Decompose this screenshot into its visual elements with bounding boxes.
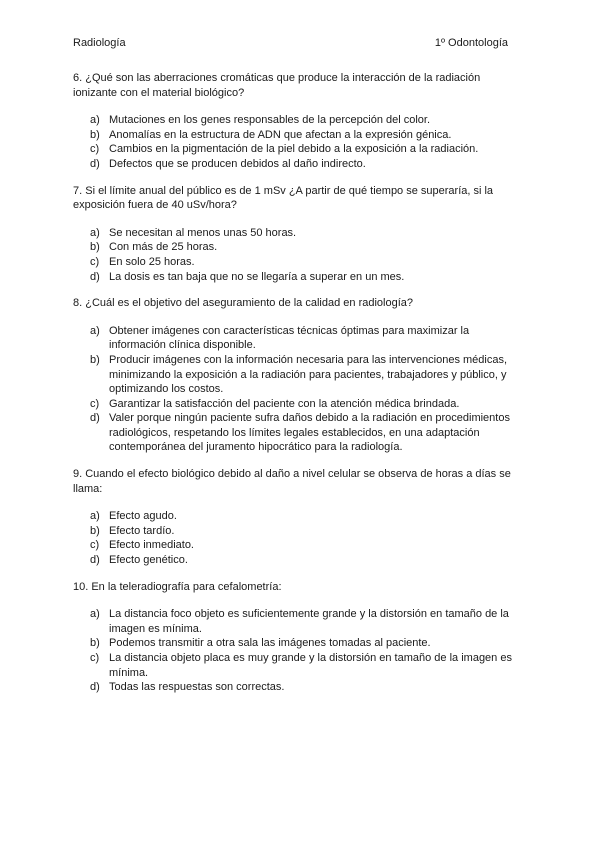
option-label: a) bbox=[90, 324, 100, 337]
option-label: c) bbox=[90, 397, 100, 410]
option-text: Anomalías en la estructura de ADN que afectan a la expresión génica. bbox=[109, 128, 452, 141]
option-text: Valer porque ningún paciente sufra daños debido a la radiación en procedimientos radiológicos, respetando los límites legales establecidos, en una adaptación contemporánea del juramento hipocrático para la radiología. bbox=[109, 412, 510, 454]
answer-option bbox=[73, 142, 523, 157]
answer-option bbox=[73, 255, 523, 270]
option-label: b) bbox=[90, 241, 100, 254]
option-text: Todas las respuestas son correctas. bbox=[109, 681, 285, 694]
option-label: a) bbox=[90, 608, 100, 621]
option-text: Producir imágenes con la información necesaria para las intervenciones médicas, minimizando la exposición a la radiación para pacientes, trabajadores y público, y optimizando los costos. bbox=[109, 353, 508, 396]
option-text: Podemos transmitir a otra sala las imágenes tomadas al paciente. bbox=[109, 637, 431, 650]
question-text: 8. ¿Cuál es el objetivo del aseguramiento de la calidad en radiología? bbox=[73, 297, 413, 310]
answer-option bbox=[73, 553, 523, 568]
option-label: a) bbox=[90, 114, 100, 127]
option-text: La dosis es tan baja que no se llegaría a superar en un mes. bbox=[109, 270, 405, 283]
option-text: Con más de 25 horas. bbox=[109, 241, 218, 254]
option-label: b) bbox=[90, 353, 100, 366]
answer-option bbox=[73, 607, 523, 636]
option-label: b) bbox=[90, 637, 100, 650]
answer-option bbox=[73, 353, 523, 397]
option-text: Cambios en la pigmentación de la piel debido a la exposición a la radiación. bbox=[109, 143, 479, 156]
option-label: d) bbox=[90, 157, 100, 170]
option-label: d) bbox=[90, 270, 100, 283]
question-9 bbox=[73, 467, 523, 568]
answer-option bbox=[73, 270, 523, 285]
option-text: Garantizar la satisfacción del paciente con la atención médica brindada. bbox=[109, 397, 460, 410]
option-text: Efecto tardío. bbox=[109, 524, 175, 537]
answer-options bbox=[73, 226, 523, 284]
answer-option bbox=[73, 680, 523, 695]
answer-option bbox=[73, 226, 523, 241]
answer-option bbox=[73, 509, 523, 524]
answer-options bbox=[73, 607, 523, 695]
question-7 bbox=[73, 184, 523, 285]
option-label: c) bbox=[90, 652, 100, 664]
question-list bbox=[73, 71, 523, 707]
question-text: 10. En la teleradiografía para cefalometría: bbox=[73, 580, 282, 593]
option-text: Se necesitan al menos unas 50 horas. bbox=[109, 226, 297, 239]
option-text: Obtener imágenes con características técnicas óptimas para maximizar la información clínica disponible. bbox=[109, 324, 470, 352]
option-label: a) bbox=[90, 510, 100, 523]
question-6 bbox=[73, 71, 523, 172]
option-label: d) bbox=[90, 412, 100, 425]
answer-options bbox=[73, 113, 523, 171]
question-8 bbox=[73, 296, 523, 455]
option-text: Efecto inmediato. bbox=[109, 539, 194, 552]
answer-option bbox=[73, 240, 523, 255]
page-header bbox=[73, 37, 508, 51]
question-10 bbox=[73, 580, 523, 695]
option-text: En solo 25 horas. bbox=[109, 255, 195, 268]
answer-option bbox=[73, 113, 523, 128]
answer-option bbox=[73, 636, 523, 651]
option-text: La distancia foco objeto es suficientemente grande y la distorsión en tamaño de la imagen es mínima. bbox=[109, 608, 509, 635]
option-label: c) bbox=[90, 539, 100, 552]
option-label: b) bbox=[90, 128, 100, 141]
option-label: d) bbox=[90, 681, 100, 694]
answer-option bbox=[73, 411, 523, 455]
option-label: c) bbox=[90, 255, 100, 268]
header-subject: Radiología bbox=[73, 37, 126, 49]
answer-options bbox=[73, 509, 523, 567]
option-text: Efecto agudo. bbox=[109, 510, 177, 523]
answer-options bbox=[73, 324, 523, 455]
answer-option bbox=[73, 397, 523, 412]
header-course: 1º Odontología bbox=[434, 37, 508, 49]
question-text: 7. Si el límite anual del público es de 1 mSv ¿A partir de qué tiempo se superaría, si la exposición fuera de 40 uSv/hora? bbox=[73, 184, 494, 212]
option-text: La distancia objeto placa es muy grande y la distorsión en tamaño de la imagen es mínima. bbox=[109, 652, 512, 679]
answer-option bbox=[73, 157, 523, 172]
option-label: d) bbox=[90, 554, 100, 567]
option-label: c) bbox=[90, 143, 100, 156]
option-text: Mutaciones en los genes responsables de la percepción del color. bbox=[109, 114, 431, 127]
option-label: a) bbox=[90, 226, 100, 239]
answer-option bbox=[73, 651, 523, 680]
option-text: Efecto genético. bbox=[109, 554, 188, 567]
answer-option bbox=[73, 538, 523, 553]
answer-option bbox=[73, 524, 523, 539]
answer-option bbox=[73, 128, 523, 143]
answer-option bbox=[73, 324, 523, 353]
option-label: b) bbox=[90, 524, 100, 537]
question-text: 6. ¿Qué son las aberraciones cromáticas que produce la interacción de la radiación ionizante con el material biológico? bbox=[73, 72, 481, 99]
question-text: 9. Cuando el efecto biológico debido al daño a nivel celular se observa de horas a días se llama: bbox=[73, 468, 511, 495]
option-text: Defectos que se producen debidos al daño indirecto. bbox=[109, 157, 366, 170]
